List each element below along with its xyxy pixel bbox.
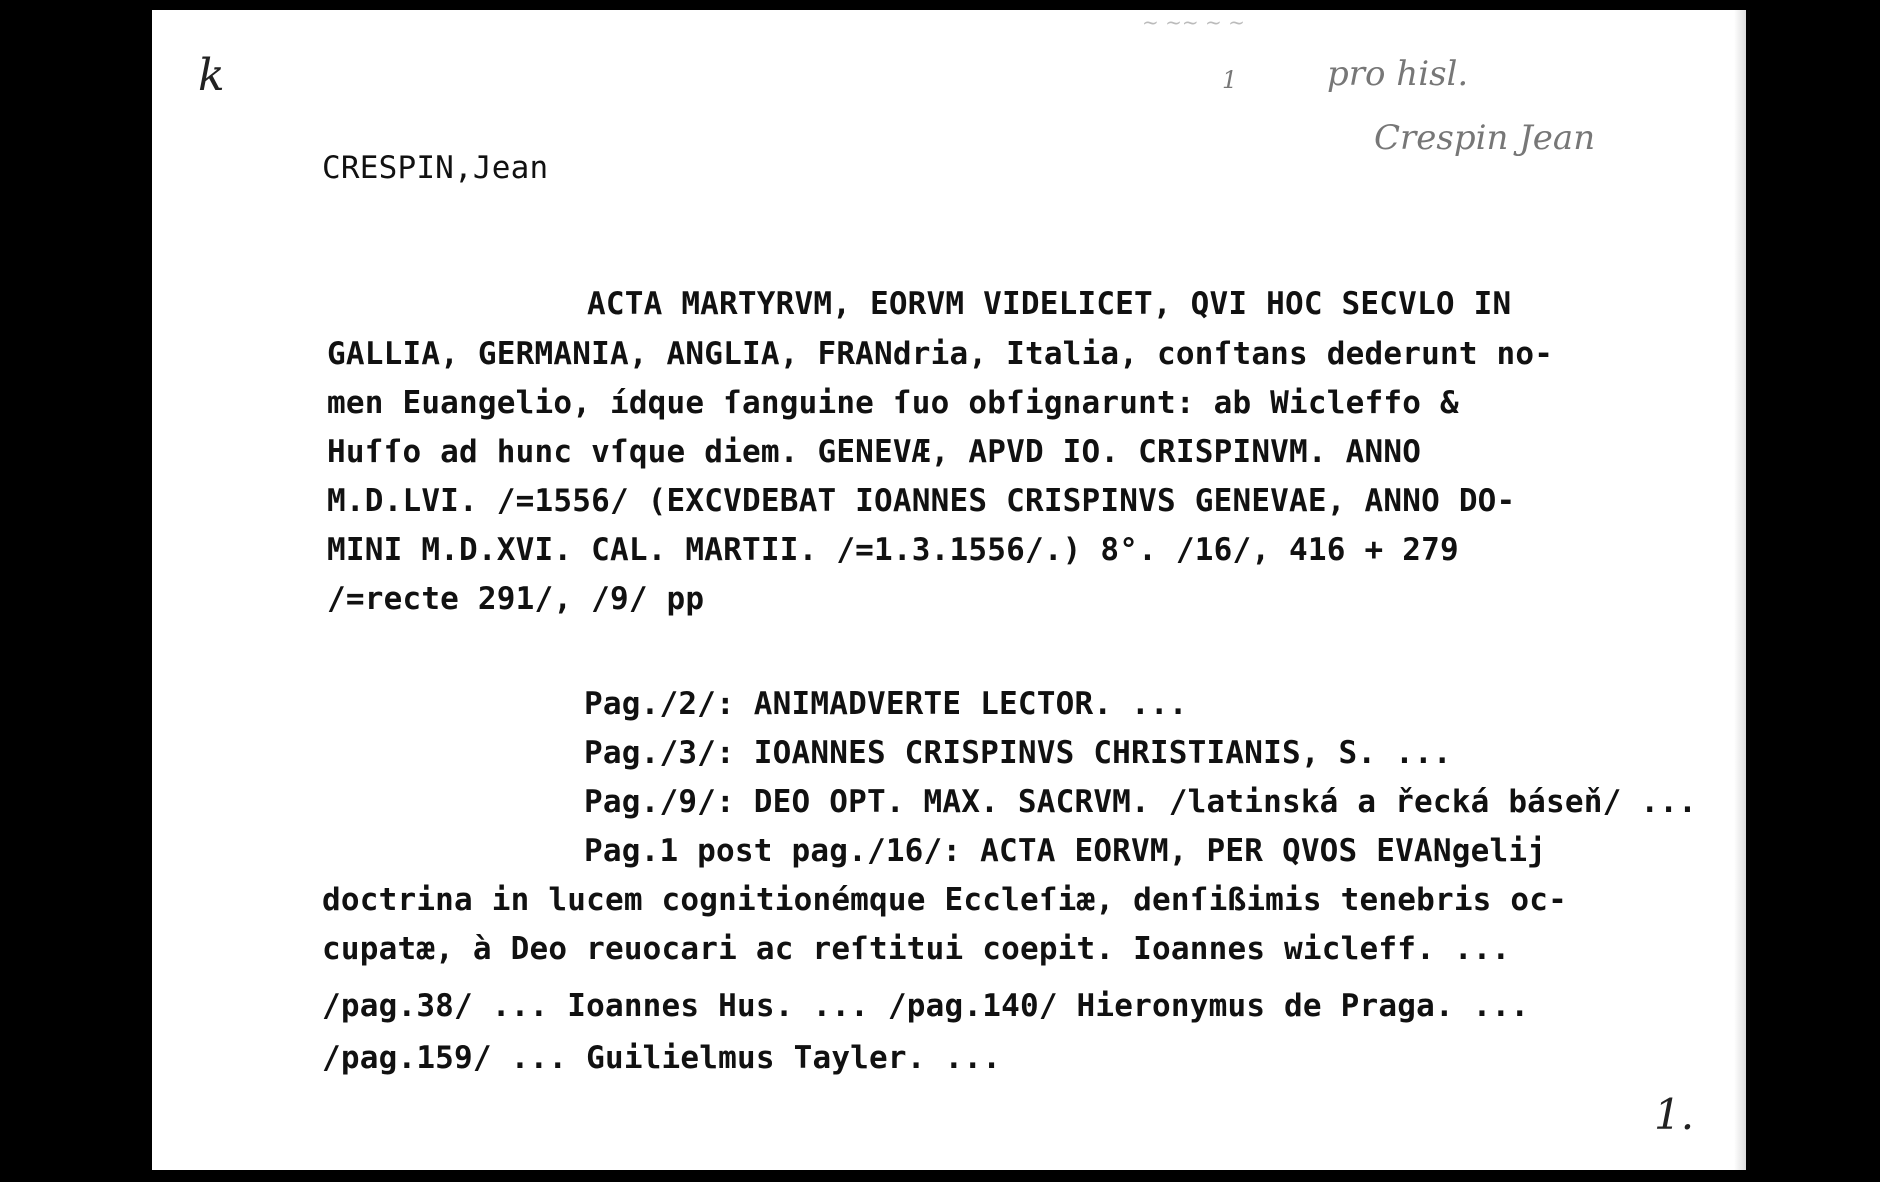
handwritten-mark-bottom-right: 1. bbox=[1654, 1090, 1695, 1139]
contents-continuation-line: doctrina in lucem cognitionémque Eccleſiæ, denſißimis tenebris oc- bbox=[322, 882, 1567, 918]
contents-line: Pag./3/: IOANNES CRISPINVS CHRISTIANIS, S. ... bbox=[584, 735, 1452, 771]
handwritten-mark-small: 1 bbox=[1222, 66, 1238, 94]
contents-continuation-line: /pag.38/ ... Ioannes Hus. ... /pag.140/ Hieronymus de Praga. ... bbox=[322, 988, 1530, 1024]
handwritten-faint-scribble: ~ ~~ ~ ~ bbox=[1142, 10, 1245, 34]
handwritten-note-line2: Crespin Jean bbox=[1374, 118, 1596, 158]
contents-continuation-line: cupatæ, à Deo reuocari ac reſtitui coepit. Ioannes wicleff. ... bbox=[322, 931, 1511, 967]
contents-line: Pag./9/: DEO OPT. MAX. SACRVM. /latinská a řecká báseň/ ... bbox=[584, 784, 1697, 820]
handwritten-mark-top-left: k bbox=[198, 50, 225, 101]
contents-line: Pag./2/: ANIMADVERTE LECTOR. ... bbox=[584, 686, 1188, 722]
author-heading: CRESPIN,Jean bbox=[322, 150, 549, 186]
catalog-card bbox=[152, 10, 1746, 1170]
contents-continuation-line: /pag.159/ ... Guilielmus Tayler. ... bbox=[322, 1040, 1002, 1076]
title-line: men Euangelio, ídque ſanguine ſuo obſignarunt: ab Wicleffo & bbox=[327, 385, 1459, 421]
title-line: Huſſo ad hunc vſque diem. GENEVÆ, APVD IO. CRISPINVM. ANNO bbox=[327, 434, 1422, 470]
contents-line: Pag.1 post pag./16/: ACTA EORVM, PER QVOS EVANgelij bbox=[584, 833, 1547, 869]
imprint-line: MINI M.D.XVI. CAL. MARTII. /=1.3.1556/.) 8°. /16/, 416 + 279 bbox=[327, 532, 1459, 568]
title-line: ACTA MARTYRVM, EORVM VIDELICET, QVI HOC SECVLO IN bbox=[587, 286, 1512, 322]
handwritten-note-line1: pro hisl. bbox=[1327, 54, 1469, 94]
title-line: GALLIA, GERMANIA, ANGLIA, FRANdria, Italia, conſtans dederunt no- bbox=[327, 336, 1554, 372]
card-edge-shadow bbox=[1734, 10, 1746, 1170]
imprint-line: M.D.LVI. /=1556/ (EXCVDEBAT IOANNES CRISPINVS GENEVAE, ANNO DO- bbox=[327, 483, 1516, 519]
collation-line: /=recte 291/, /9/ pp bbox=[327, 581, 705, 617]
